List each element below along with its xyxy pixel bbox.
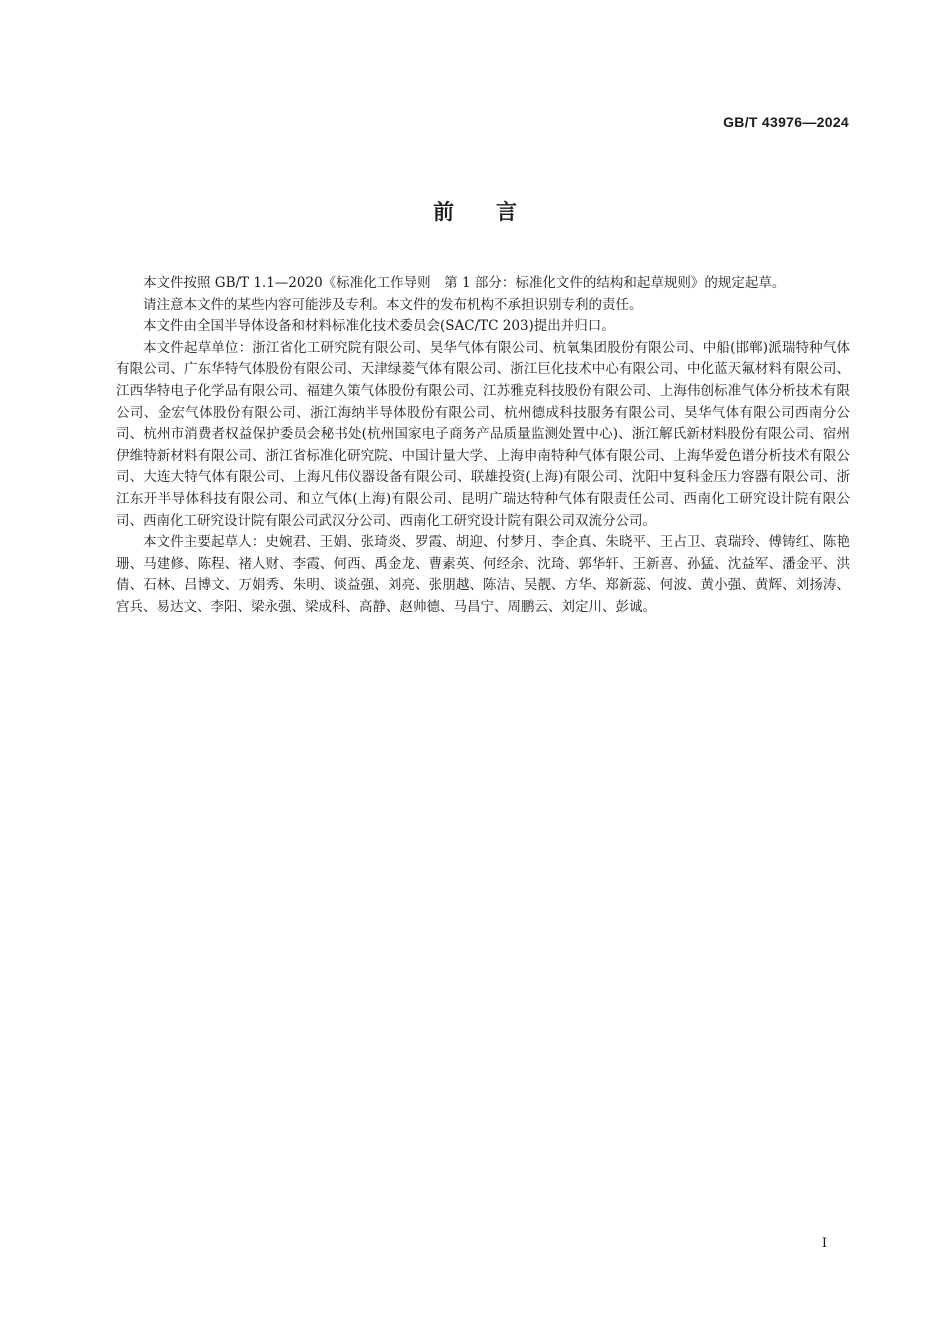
paragraph-proposer: 本文件由全国半导体设备和材料标准化技术委员会(SAC/TC 203)提出并归口。 <box>143 318 615 335</box>
paragraph-drafting-units: 本文件起草单位：浙江省化工研究院有限公司、昊华气体有限公司、杭氧集团股份有限公司、中船(邯郸)派瑞特种气体有限公司、广东华特气体股份有限公司、天津绿菱气体有限公司、浙江巨化技术中心有限公司、中化蓝天氟材料有限公司、江西华特电子化学品有限公司、福建久策气体股份有限公司、江苏雅克科技股份有限公司、上海伟创标准气体分析技术有限公司、金宏气体股份有限公司、浙江海纳半导体股份有限公司、杭州德成科技服务有限公司、昊华气体有限公司西南分公司、杭州市消费者权益保护委员会秘书处(杭州国家电子商务产品质量监测处置中心)、浙江解氏新材料股份有限公司、宿州伊维特新材料有限公司、浙江省标准化研究院、中国计量大学、上海申南特种气体有限公司、上海华爱色谱分析技术有限公司、大连大特气体有限公司、上海凡伟仪器设备有限公司、联雄投资(上海)有限公司、沈阳中复科金压力容器有限公司、浙江东开半导体科技有限公司、和立气体(上海)有限公司、昆明广瑞达特种气体有限责任公司、西南化工研究设计院有限公司、西南化工研究设计院有限公司武汉分公司、西南化工研究设计院有限公司双流分公司。 <box>116 339 850 529</box>
title-char-1: 前 <box>433 200 454 224</box>
page-number: I <box>821 1236 827 1251</box>
foreword-body <box>116 273 850 619</box>
paragraph-patent-notice: 请注意本文件的某些内容可能涉及专利。本文件的发布机构不承担识别专利的责任。 <box>143 296 643 313</box>
paragraph-drafters: 本文件主要起草人：史婉君、王娟、张琦炎、罗霞、胡迎、付梦月、李企真、朱晓平、王占卫、袁瑞玲、傅铸红、陈艳珊、马建修、陈程、褚人财、李霞、何西、禹金龙、曹素英、何经余、沈琦、郭华轩、王新喜、孙猛、沈益军、潘金平、洪倩、石林、吕博文、万娟秀、朱明、谈益强、刘亮、张朋越、陈洁、吴靓、方华、郑新蕊、何波、黄小强、黄辉、刘扬涛、宫兵、易达文、李阳、梁永强、梁成科、高静、赵帅德、马昌宁、周鹏云、刘定川、彭诚。 <box>116 534 850 615</box>
standard-code: GB/T 43976—2024 <box>723 114 849 130</box>
paragraph-drafting-rules: 本文件按照 GB/T 1.1—2020《标准化工作导则 第 1 部分：标准化文件的结构和起草规则》的规定起草。 <box>143 275 786 291</box>
page-title <box>0 196 950 226</box>
title-char-2: 言 <box>496 200 517 224</box>
